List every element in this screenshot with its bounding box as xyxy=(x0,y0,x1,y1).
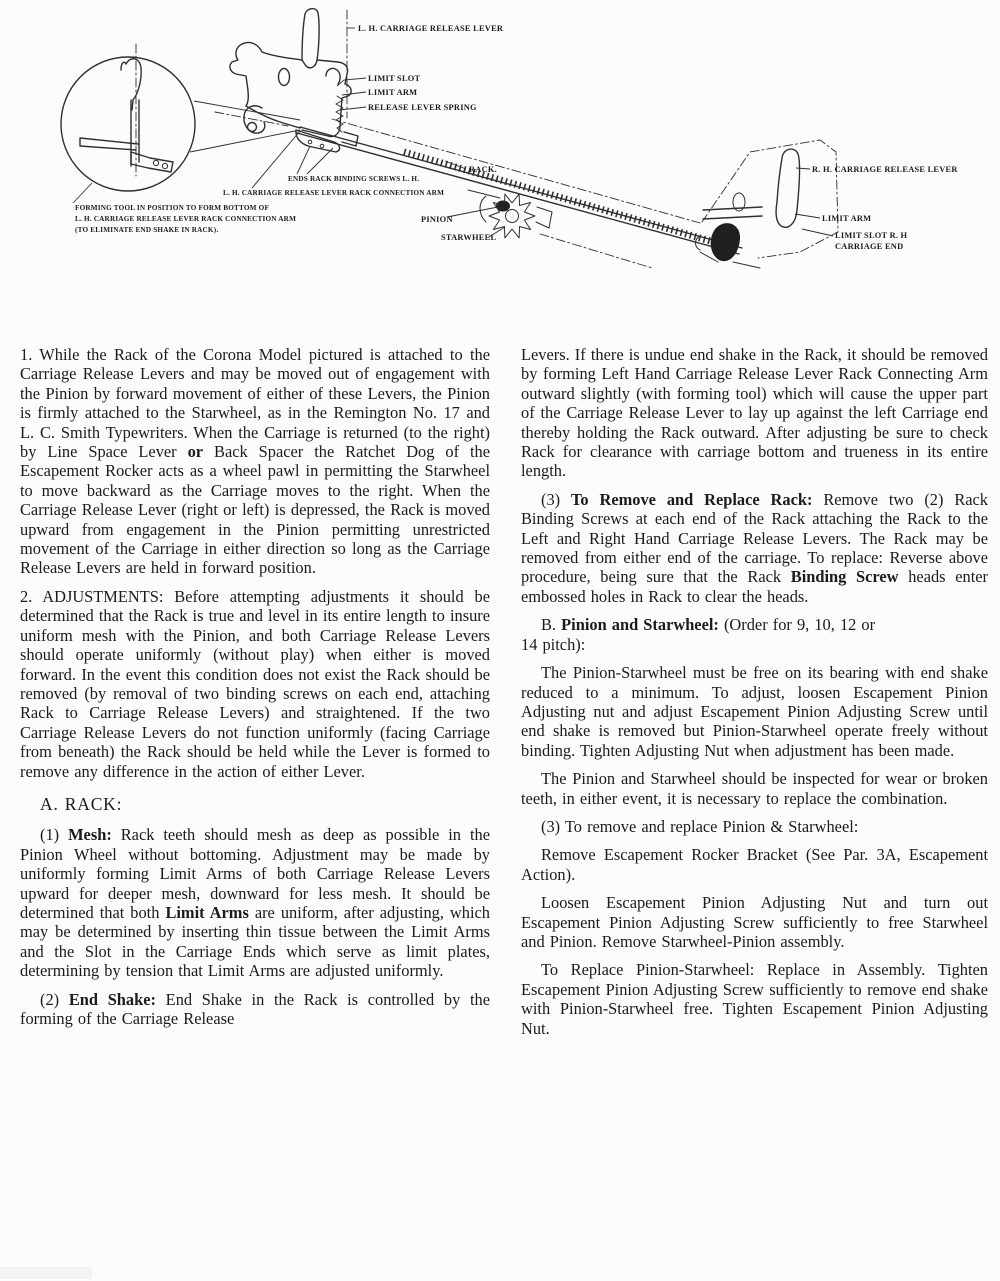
paragraph-mesh: (1) Mesh: Rack teeth should mesh as deep as possible in the Pinion Wheel without bottoming. Adjustment may be made by uniformly forming Limit Arms of both Carriage Release Levers upward for deeper mesh, downward for less mesh. It should be determined that both Limit Arms are uniform, after adjusting, which may be determined by inserting thin tissue between the Limit Arms and the Slot in the Carriage Ends which serve as limit plates, determining by tension that Limit Arms are adjusted uniformly. xyxy=(20,825,490,981)
paragraph-loosen-adjusting-nut: Loosen Escapement Pinion Adjusting Nut and turn out Escapement Pinion Adjusting Screw sufficiently to free Starwheel and Pinion. Remove Starwheel-Pinion assembly. xyxy=(521,893,988,951)
label-lh-carriage-release-lever: L. H. CARRIAGE RELEASE LEVER xyxy=(358,24,504,33)
label-pinion: PINION xyxy=(421,215,453,224)
label-forming-tool-line3: (TO ELIMINATE END SHAKE IN RACK). xyxy=(75,226,219,234)
paragraph-remove-rocker-bracket: Remove Escapement Rocker Bracket (See Par. 3A, Escapement Action). xyxy=(521,845,988,884)
label-forming-tool-line2: L. H. CARRIAGE RELEASE LEVER RACK CONNECTION ARM xyxy=(75,215,297,223)
label-limit-slot: LIMIT SLOT xyxy=(368,74,421,83)
starwheel-pinion xyxy=(468,190,552,238)
pinion-hub xyxy=(496,201,510,212)
leader-forming-tool xyxy=(73,183,92,203)
rh-carriage-end xyxy=(696,140,839,268)
left-column xyxy=(20,345,490,1047)
label-forming-tool-line1: FORMING TOOL IN POSITION TO FORM BOTTOM OF xyxy=(75,204,270,212)
paragraph-remove-replace-pinion: (3) To remove and replace Pinion & Starwheel: xyxy=(541,816,859,836)
paragraph-remove-replace-rack: (3) To Remove and Replace Rack: Remove two (2) Rack Binding Screws at each end of the Rack attaching the Rack to the Left and Right Hand Carriage Release Levers. The Rack may be removed from either end of the carriage. To replace: Reverse above procedure, being sure that the Rack Binding Screw heads enter embossed holes in Rack to clear the heads. xyxy=(521,489,989,606)
label-rh-limit-slot-line2: CARRIAGE END xyxy=(835,242,904,251)
label-starwheel: STARWHEEL xyxy=(441,233,497,242)
label-rack: RACK. xyxy=(469,165,498,174)
paragraph-end-shake-cont: Levers. If there is undue end shake in the Rack, it should be removed by forming Left Hand Carriage Release Lever Rack Connecting Arm outward slightly (with forming tool) which will cause the upper part of the Carriage Release Lever to lay up against the left Carriage end thereby holding the Rack outward. After adjusting be sure to check Rack for clearance with carriage bottom and trueness in its entire length. xyxy=(521,345,988,481)
detail-circle xyxy=(61,57,195,191)
label-ends-rack-binding-screws: ENDS RACK BINDING SCREWS L. H. xyxy=(288,175,420,183)
paragraph-inspection: The Pinion and Starwheel should be inspected for wear or broken teeth, in either event, it is necessary to replace the combination. xyxy=(521,769,988,808)
label-rh-limit-arm: LIMIT ARM xyxy=(822,214,872,223)
projection-line xyxy=(190,130,300,152)
label-limit-arm: LIMIT ARM xyxy=(368,88,418,97)
paragraph-replace-pinion-starwheel: To Replace Pinion-Starwheel: Replace in Assembly. Tighten Escapement Pinion Adjusting Screw sufficiently to remove end shake with Pinion-Starwheel free. Tighten Escapement Pinion Adjusting Nut. xyxy=(521,960,988,1038)
rh-lever-knob xyxy=(711,223,740,261)
lh-lever-assembly xyxy=(215,9,358,152)
paragraph-pinion-starwheel-adjust: The Pinion-Starwheel must be free on its bearing with end shake reduced to a minimum. To adjust, loosen Escapement Pinion Adjusting nut and adjust Escapement Pinion Adjusting Screw until end shake is removed but Pinion-Starwheel operate freely without binding. Tighten Adjusting Nut when adjustment has been made. xyxy=(521,663,988,760)
text-columns xyxy=(20,345,988,1047)
section-heading-rack: A. RACK: xyxy=(40,793,123,814)
scan-smudge xyxy=(0,1267,92,1279)
forming-tool xyxy=(80,44,173,176)
section-heading-pinion-starwheel: B. Pinion and Starwheel: (Order for 9, 10, 12 or 14 pitch): xyxy=(521,615,876,654)
starwheel-gear xyxy=(489,194,535,238)
leader-lines xyxy=(252,28,833,237)
mechanism-diagram xyxy=(0,0,1000,310)
label-rh-limit-slot-line1: LIMIT SLOT R. H xyxy=(835,231,908,240)
paragraph-intro: 1. While the Rack of the Corona Model pictured is attached to the Carriage Release Levers and may be moved out of engagement with the Pinion by forward movement of either of these Levers, the Pinion is firmly attached to the Starwheel, as in the Remington No. 17 and L. C. Smith Typewriters. When the Carriage is returned (to the right) by Line Space Lever or Back Spacer the Ratchet Dog of the Escapement Rocker acts as a wheel pawl in permitting the Starwheel to move backward as the Carriage moves to the right. When the Carriage Release Lever (right or left) is depressed, the Rack is moved upward from engagement in the Pinion permitting unrestricted movement of the Carriage in either direction so long as the Carriage Release Levers are held in forward position. xyxy=(20,345,490,578)
right-column xyxy=(521,345,988,1047)
label-release-lever-spring: RELEASE LEVER SPRING xyxy=(368,103,477,112)
paragraph-end-shake: (2) End Shake: End Shake in the Rack is controlled by the forming of the Carriage Release xyxy=(20,989,491,1028)
label-rh-carriage-release-lever: R. H. CARRIAGE RELEASE LEVER xyxy=(812,165,958,174)
label-lh-connection-arm: L. H. CARRIAGE RELEASE LEVER RACK CONNECTION ARM xyxy=(223,189,445,197)
paragraph-adjustments: 2. ADJUSTMENTS: Before attempting adjustments it should be determined that the Rack is true and level in its entire length to insure uniform mesh with the Pinion, and both Carriage Release Levers should operate uniformly (without play) when either is moved forward. In the event this condition does not exist the Rack should be removed (by removal of two binding screws on each end, attaching Rack to Carriage Release Levers) and straightened. If the two Carriage Release Levers do not function uniformly (facing Carriage from beneath) the Rack should be held while the Lever is formed to remove any difference in the action of either Lever. xyxy=(20,586,490,781)
